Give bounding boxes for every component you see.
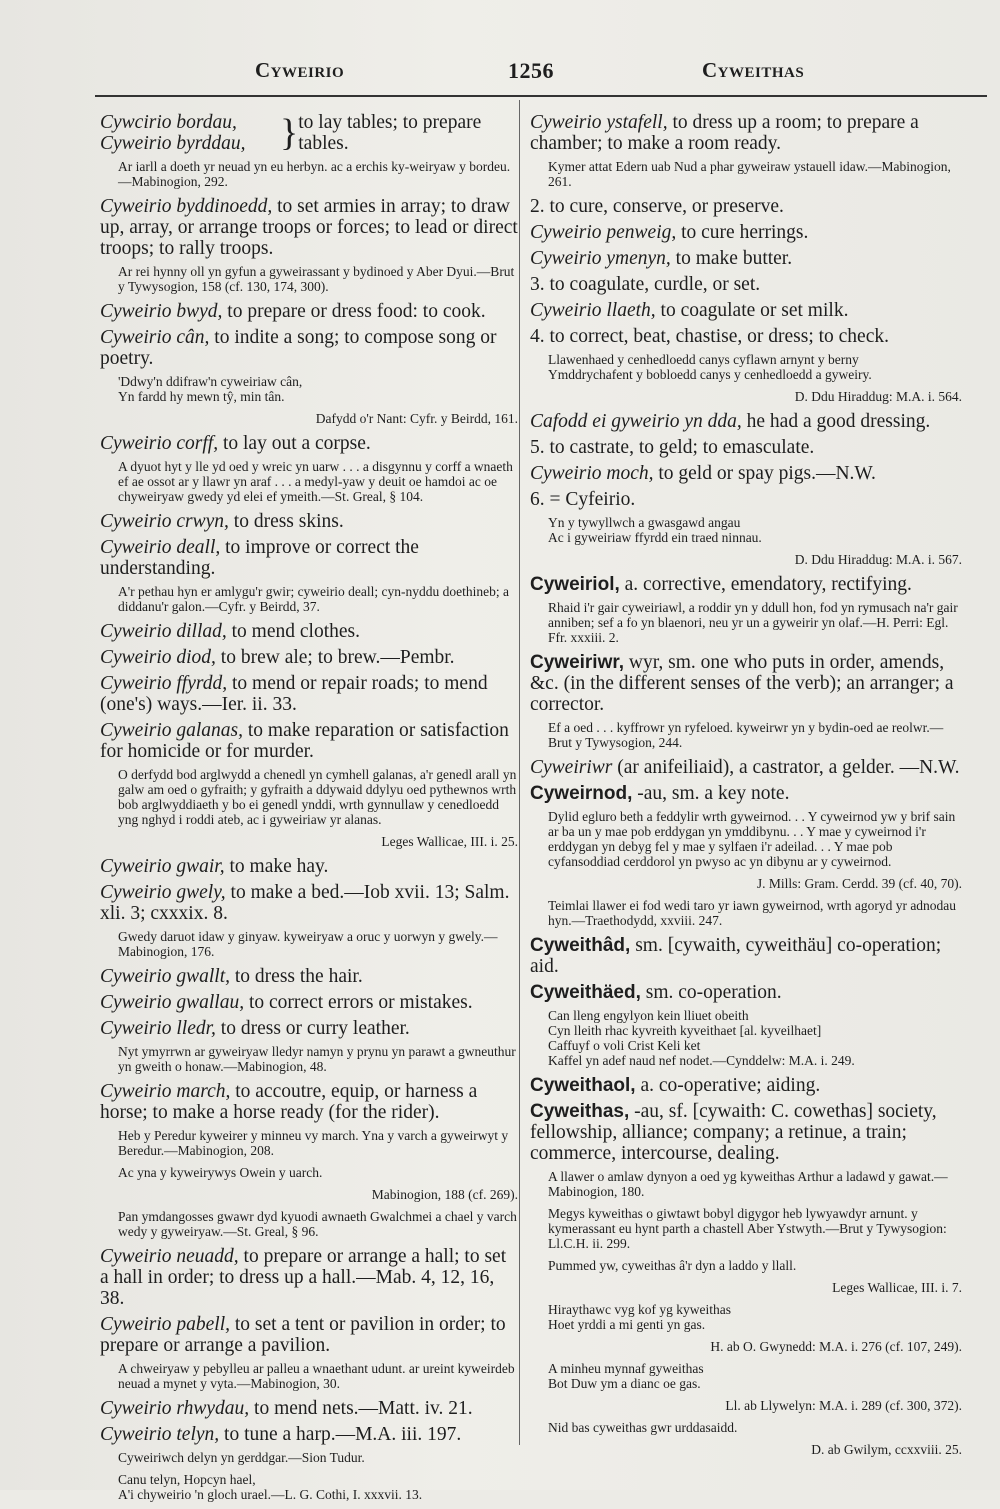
citation: Leges Wallicae, III. i. 25. bbox=[381, 834, 518, 849]
sub-entry bbox=[100, 992, 518, 1013]
entry-definition: wyr, sm. one who puts in order, amends, &c. (in the different senses of the verb); an arranger; a corrector. bbox=[530, 652, 954, 715]
entry-term: Cyweirio lledr, bbox=[100, 1018, 216, 1039]
entry-definition: to dress or curry leather. bbox=[215, 1018, 410, 1039]
citation: Nid bas cyweithas gwr urddasaidd. bbox=[548, 1420, 738, 1435]
entry-definition: to coagulate or set milk. bbox=[655, 300, 849, 321]
entry-definition: to dress the hair. bbox=[230, 966, 363, 987]
headword-entry bbox=[530, 574, 962, 595]
entry-term: Cyweirio byrddau, bbox=[100, 133, 246, 154]
entry-definition: to brew ale; to brew.—Pembr. bbox=[215, 647, 455, 668]
entry-definition: -au, sf. [cywaith: C. cowethas] society, fellowship, alliance; company; a retinue, a train; commerce, intercourse, dealing. bbox=[530, 1101, 937, 1164]
sub-entry bbox=[530, 196, 962, 217]
paired-definition bbox=[298, 112, 518, 154]
sense-text: 2. to cure, conserve, or preserve. bbox=[530, 196, 784, 217]
headword-entry bbox=[530, 652, 962, 715]
headword-entry bbox=[530, 982, 962, 1003]
sub-entry bbox=[100, 511, 518, 532]
citation: J. Mills: Gram. Cerdd. 39 (cf. 40, 70). bbox=[756, 876, 962, 891]
sub-entry bbox=[100, 647, 518, 668]
sub-entry bbox=[100, 1018, 518, 1039]
entry-definition: sm. [cywaith, cyweithäu] co-operation; aid. bbox=[530, 935, 942, 977]
entry-definition: to tune a harp.—M.A. iii. 197. bbox=[219, 1424, 462, 1445]
citation: D. Ddu Hiraddug: M.A. i. 564. bbox=[794, 389, 962, 404]
sub-entry bbox=[100, 673, 518, 715]
header-right-guide-word: Cyweithas bbox=[702, 58, 805, 82]
citation: Mabinogion, 188 (cf. 269). bbox=[371, 1187, 518, 1202]
entry-term: Cyweirio telyn, bbox=[100, 1424, 220, 1445]
left-column bbox=[100, 112, 518, 1509]
entry-term: Cyweirio dillad, bbox=[100, 621, 227, 642]
citation: 'Ddwy'n ddifraw'n cyweiriaw cân, Yn fardd hy mewn tŷ, min tân. bbox=[118, 374, 303, 404]
entry-term: Cyweirio moch, bbox=[530, 463, 654, 484]
entry-definition: tables. bbox=[298, 133, 349, 154]
entry-term: Cyweirio gwallt, bbox=[100, 966, 231, 987]
headword-entry bbox=[530, 1101, 962, 1164]
sub-entry bbox=[100, 966, 518, 987]
headword: Cyweirnod, bbox=[530, 783, 633, 804]
header-left-guide-word: Cyweirio bbox=[255, 58, 345, 82]
brace-mark: } bbox=[280, 112, 299, 154]
citation: Pummed yw, cyweithas â'r dyn a laddo y llall. bbox=[548, 1258, 797, 1273]
entry-term: Cyweirio gwair, bbox=[100, 856, 225, 877]
sense-text: 3. to coagulate, curdle, or set. bbox=[530, 274, 761, 295]
entry-term: Cyweirio corff, bbox=[100, 433, 219, 454]
citation: Gwedy daruot idaw y ginyaw. kyweiryaw a oruc y uorwyn y gwely.—Mabinogion, 176. bbox=[118, 929, 498, 959]
citation: Ef a oed . . . kyffrowr yn ryfeloed. kyweirwr yn y bydin-oed ae reolwr.—Brut y Tywysogion, 244. bbox=[548, 720, 944, 750]
sub-entry bbox=[530, 248, 962, 269]
entry-term: Cyweirio march, bbox=[100, 1081, 231, 1102]
sub-entry bbox=[100, 301, 518, 322]
sub-entry bbox=[530, 112, 962, 154]
entry-definition: to accoutre, equip, or harness a horse; to make a horse ready (for the rider). bbox=[100, 1081, 478, 1123]
entry-definition: to cure herrings. bbox=[676, 222, 809, 243]
entry-definition: to make hay. bbox=[224, 856, 329, 877]
entry-term: Cyweirio pabell, bbox=[100, 1314, 230, 1335]
headword: Cyweithäed, bbox=[530, 982, 641, 1003]
sub-entry bbox=[530, 411, 962, 432]
header-rule bbox=[95, 95, 987, 97]
citation: Dylid egluro beth a feddylir wrth gyweirnod. . . Y cyweirnod yw y brif sain ar ba un y mae pob erddygan yn ymddibynu. . . Y mae y cyweirnod i'r erddygan yn debyg fel y mae y sylfaen i'r adeilad. . . Y mae pob cyfansoddiad cerddorol yn pwyso ac yn dibynu ar y cyweirnod. bbox=[548, 809, 956, 869]
headword: Cyweiriol, bbox=[530, 574, 620, 595]
entry-definition: to mend nets.—Matt. iv. 21. bbox=[249, 1398, 473, 1419]
citation: D. ab Gwilym, ccxxviii. 25. bbox=[811, 1442, 962, 1457]
citation: Ac yna y kyweirywys Owein y uarch. bbox=[118, 1165, 323, 1180]
entry-definition: to lay out a corpse. bbox=[218, 433, 371, 454]
citation: Canu telyn, Hopcyn hael, A'i chyweirio 'n gloch urael.—L. G. Cothi, I. xxxvii. 13. bbox=[118, 1472, 423, 1502]
citation: Dafydd o'r Nant: Cyfr. y Beirdd, 161. bbox=[315, 411, 518, 426]
headword-entry bbox=[530, 935, 962, 977]
entry-term: Cyweirio crwyn, bbox=[100, 511, 229, 532]
entry-term: Cyweirio galanas, bbox=[100, 720, 244, 741]
entry-term: Cyweirio deall, bbox=[100, 537, 221, 558]
entry-term: Cyweirio gwely, bbox=[100, 882, 226, 903]
sub-entry bbox=[530, 326, 962, 347]
citation: Hiraythawc vyg kof yg kyweithas Hoet yrddi a mi genti yn gas. bbox=[548, 1302, 731, 1332]
entry-definition: to set armies in array; to draw up, array, or arrange troops or forces; to lead or direct troops; to rally troops. bbox=[100, 196, 518, 259]
entry-term: Cyweirio rhwydau, bbox=[100, 1398, 250, 1419]
citation: Cyweiriwch delyn yn gerddgar.—Sion Tudur. bbox=[118, 1450, 365, 1465]
citation: D. Ddu Hiraddug: M.A. i. 567. bbox=[794, 552, 962, 567]
entry-definition: to dress skins. bbox=[228, 511, 344, 532]
page-header bbox=[95, 58, 985, 86]
citation: Megys kyweithas o giwtawt bobyl digygor heb lywyawdyr arnunt. y kymerassant eu hynt parth a chastell Aber Ystwyth.—Brut y Tywysogion: Ll.C.H. ii. 299. bbox=[548, 1206, 947, 1251]
citation: Heb y Peredur kyweirer y minneu vy march. Yna y varch a gyweirwyt y Beredur.—Mabinogion, 208. bbox=[118, 1128, 509, 1158]
entry-definition: to mend or repair roads; to mend (one's) ways.—Ier. ii. 33. bbox=[100, 673, 488, 715]
entry-term: Cafodd ei gyweirio yn dda, bbox=[530, 411, 742, 432]
page-number: 1256 bbox=[508, 58, 554, 83]
sub-entry bbox=[530, 463, 962, 484]
sense-text: 4. to correct, beat, chastise, or dress; to check. bbox=[530, 326, 889, 347]
sub-entry bbox=[100, 1081, 518, 1123]
sub-entry bbox=[100, 1424, 518, 1445]
entry-definition: to lay tables; to prepare bbox=[298, 112, 482, 133]
entry-term: Cyweirio cân, bbox=[100, 327, 210, 348]
entry-term: Cyweirio penweig, bbox=[530, 222, 677, 243]
entry-definition: to make butter. bbox=[670, 248, 793, 269]
entry-definition: a. corrective, emendatory, rectifying. bbox=[619, 574, 912, 595]
citation: Ar iarll a doeth yr neuad yn eu herbyn. ac a erchis ky-weiryaw y bordeu.—Mabinogion, 292. bbox=[118, 159, 511, 189]
sub-entry bbox=[100, 856, 518, 877]
entry-term: Cyweirio ymenyn, bbox=[530, 248, 671, 269]
citation: Rhaid i'r gair cyweiriawl, a roddir yn y ddull hon, fod yn rymusach na'r gair anniben; sef a fo yn blaenori, neu yr un a gyweirir yn olaf.—H. Perri: Egl. Ffr. xxxiii. 2. bbox=[548, 600, 958, 645]
sub-entry bbox=[100, 327, 518, 369]
headword: Cyweithâd, bbox=[530, 935, 631, 956]
entry-definition: to correct errors or mistakes. bbox=[244, 992, 473, 1013]
citation: Nyt ymyrrwn ar gyweiryaw lledyr namyn y prynu yn parawt a gwneuthur yn gweith o honaw.—Mabinogion, 48. bbox=[118, 1044, 516, 1074]
entry-term: Cyweirio llaeth, bbox=[530, 300, 656, 321]
citation: Yn y tywyllwch a gwasgawd angau Ac i gyweiriaw ffyrdd ein traed ninnau. bbox=[548, 515, 762, 545]
headword: Cyweiriwr, bbox=[530, 652, 624, 673]
entry-term: Cyweirio gwallau, bbox=[100, 992, 245, 1013]
entry-definition: to indite a song; to compose song or poetry. bbox=[100, 327, 497, 369]
column-divider bbox=[519, 100, 520, 1445]
paired-entry bbox=[100, 112, 518, 154]
citation: Ll. ab Llywelyn: M.A. i. 289 (cf. 300, 372). bbox=[725, 1398, 962, 1413]
entry-definition: a. co-operative; aiding. bbox=[635, 1075, 821, 1096]
sub-entry bbox=[530, 757, 962, 778]
entry-definition: (ar anifeiliaid), a castrator, a gelder. —N.W. bbox=[612, 757, 960, 778]
paired-terms bbox=[100, 112, 280, 154]
entry-definition: he had a good dressing. bbox=[741, 411, 931, 432]
sub-entry bbox=[100, 1398, 518, 1419]
citation: Ar rei hynny oll yn gyfun a gyweirassant y bydinoed y Aber Dyui.—Brut y Tywysogion, 158 (cf. 130, 174, 300). bbox=[118, 264, 515, 294]
sub-entry bbox=[530, 222, 962, 243]
entry-definition: to geld or spay pigs.—N.W. bbox=[653, 463, 876, 484]
sense-text: 6. = Cyfeirio. bbox=[530, 489, 636, 510]
entry-term: Cywcirio bordau, bbox=[100, 112, 237, 133]
headword: Cyweithaol, bbox=[530, 1075, 636, 1096]
sub-entry bbox=[530, 274, 962, 295]
entry-definition: to prepare or arrange a hall; to set a hall in order; to dress up a hall.—Mab. 4, 12, 16, 38. bbox=[100, 1246, 507, 1309]
sub-entry bbox=[530, 489, 962, 510]
entry-definition: sm. co-operation. bbox=[640, 982, 782, 1003]
entry-definition: to make a bed.—Iob xvii. 13; Salm. xli. 3; cxxxix. 8. bbox=[100, 882, 510, 924]
right-column bbox=[530, 112, 962, 1464]
citation: Kymer attat Edern uab Nud a phar gyweiraw ystauell idaw.—Mabinogion, 261. bbox=[548, 159, 951, 189]
entry-definition: to make reparation or satisfaction for homicide or for murder. bbox=[100, 720, 509, 762]
entry-term: Cyweirio ystafell, bbox=[530, 112, 668, 133]
sense-text: 5. to castrate, to geld; to emasculate. bbox=[530, 437, 815, 458]
sub-entry bbox=[100, 621, 518, 642]
citation: A minheu mynnaf gyweithas Bot Duw ym a dianc oe gas. bbox=[548, 1361, 704, 1391]
citation: Teimlai llawer ei fod wedi taro yr iawn gyweirnod, wrth agoryd yr adnodau hyn.—Traethodydd, xxviii. 247. bbox=[548, 898, 957, 928]
citation: Leges Wallicae, III. i. 7. bbox=[832, 1280, 962, 1295]
entry-definition: to mend clothes. bbox=[226, 621, 360, 642]
sub-entry bbox=[100, 882, 518, 924]
sub-entry bbox=[530, 437, 962, 458]
entry-term: Cyweirio ffyrdd, bbox=[100, 673, 228, 694]
citation: H. ab O. Gwynedd: M.A. i. 276 (cf. 107, 249). bbox=[710, 1339, 962, 1354]
entry-definition: -au, sm. a key note. bbox=[632, 783, 790, 804]
sub-entry bbox=[100, 1246, 518, 1309]
entry-definition: to set a tent or pavilion in order; to prepare or arrange a pavilion. bbox=[100, 1314, 506, 1356]
citation: Pan ymdangosses gwawr dyd kyuodi awnaeth Gwalchmei a chael y varch wedy y gyweiryaw.—St. Greal, § 96. bbox=[118, 1209, 517, 1239]
entry-term: Cyweirio diod, bbox=[100, 647, 216, 668]
sub-entry bbox=[100, 720, 518, 762]
headword: Cyweithas, bbox=[530, 1101, 630, 1122]
citation: O derfydd bod arglwydd a chenedl yn cymhell galanas, a'r genedl arall yn galw am oed o gyfraith; y gyfraith a ddywaid ddylyu oed pythewnos wrth bob arglwyddiaeth y bo ei genedl ynddi, wrth gynnullaw y cenedloedd yng nghyd i roddi ateb, ac i gyweiriaw yr alanas. bbox=[118, 767, 517, 827]
entry-definition: to prepare or dress food: to cook. bbox=[222, 301, 486, 322]
sub-entry bbox=[530, 300, 962, 321]
entry-definition: to improve or correct the understanding. bbox=[100, 537, 419, 579]
citation: A llawer o amlaw dynyon a oed yg kyweithas Arthur a ladawd y gawat.—Mabinogion, 180. bbox=[548, 1169, 948, 1199]
citation: Llawenhaed y cenhedloedd canys cyflawn arnynt y berny Ymddrychafent y bobloedd canys y cenhedloedd a gyweiry. bbox=[548, 352, 872, 382]
sub-entry bbox=[100, 196, 518, 259]
headword-entry bbox=[530, 783, 962, 804]
entry-term: Cyweirio bwyd, bbox=[100, 301, 223, 322]
citation: A'r pethau hyn er amlygu'r gwir; cyweirio deall; cyn-nyddu doethineb; a diddanu'r galon.—Cyfr. y Beirdd, 37. bbox=[118, 584, 509, 614]
citation: Can lleng engylyon kein lliuet obeith Cyn lleith rhac kyvreith kyveithaet [al. kyveilhaet] Caffuyf o voli Crist Keli ket Kaffel yn adef naud nef nodet.—Cynddelw: M.A. i. 249. bbox=[548, 1008, 855, 1068]
entry-term: Cyweirio byddinoedd, bbox=[100, 196, 273, 217]
sub-entry bbox=[100, 537, 518, 579]
entry-term: Cyweirio neuadd, bbox=[100, 1246, 239, 1267]
citation: A chweiryaw y pebylleu ar palleu a wnaethant udunt. ar ureint kyweirdeb neuad a mynet y vyta.—Mabinogion, 30. bbox=[118, 1361, 515, 1391]
citation: A dyuot hyt y lle yd oed y wreic yn uarw . . . a disgynnu y corff a wnaeth ef ae ossot ar y llawr yn araf . . . a medyl-yaw y deuit oe hamdoi ac oe chyweiryaw gwedy yd elei ef ymeith.—St. Greal, § 104. bbox=[118, 459, 513, 504]
entry-definition: to dress up a room; to prepare a chamber; to make a room ready. bbox=[530, 112, 919, 154]
sub-entry bbox=[100, 433, 518, 454]
sub-entry bbox=[100, 1314, 518, 1356]
headword-entry bbox=[530, 1075, 962, 1096]
entry-term: Cyweiriwr bbox=[530, 757, 613, 778]
